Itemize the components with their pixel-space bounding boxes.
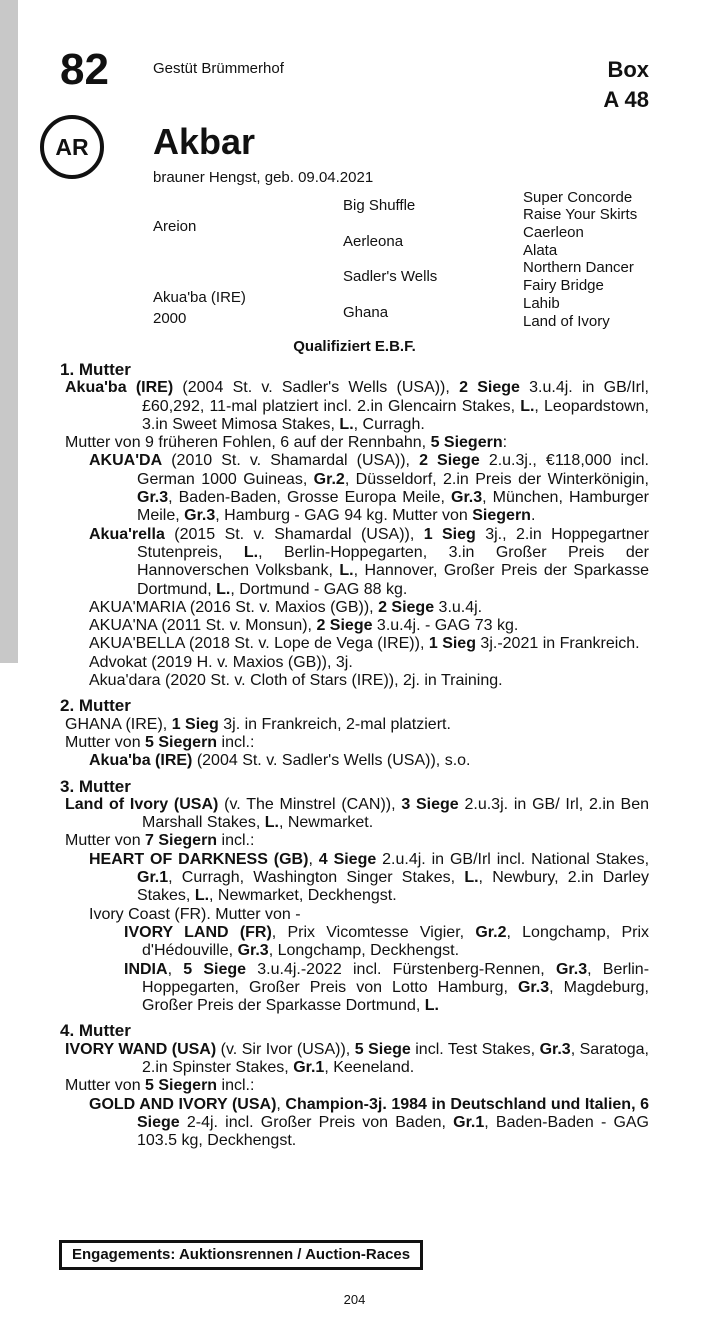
section-heading: 3. Mutter <box>60 776 131 796</box>
entry: GHANA (IRE), 1 Sieg 3j. in Frankreich, 2-mal platziert. <box>65 715 451 733</box>
entry: AKUA'NA (2011 St. v. Monsun), 2 Siege 3.u.4j. - GAG 73 kg. <box>89 617 519 635</box>
entry: Akua'rella (2015 St. v. Shamardal (USA)), 1 Sieg 3j., 2.in Hoppegartner Stutenpreis, L., Berlin-Hoppegarten, 3.in Großer Preis der Hannoverschen Volksbank, L., Hannover, Großer Preis der Sparkasse Dortmund, L., Dortmund - GAG 88 kg. <box>89 525 650 598</box>
horse-name: Akbar <box>153 121 256 162</box>
entry: HEART OF DARKNESS (GB), 4 Siege 2.u.4j. in GB/Irl incl. National Stakes, Gr.1, Curragh, Washington Singer Stakes, L., Newbury, 2.in Darley Stakes, L., Newmarket, Deckhengst. <box>89 850 650 905</box>
pedigree-gen3: Lahib <box>523 295 560 312</box>
pedigree-gen2: Sadler's Wells <box>343 268 438 285</box>
entry: AKUA'MARIA (2016 St. v. Maxios (GB)), 2 Siege 3.u.4j. <box>89 598 483 616</box>
entry: GOLD AND IVORY (USA), Champion-3j. 1984 in Deutschland und Italien, 6 Siege 2-4j. incl. Großer Preis von Baden, Gr.1, Baden-Baden - GAG 103.5 kg, Deckhengst. <box>89 1095 650 1150</box>
entry: Mutter von 5 Siegern incl.: <box>65 733 255 751</box>
entry: Mutter von 7 Siegern incl.: <box>65 832 255 850</box>
entry: AKUA'DA (2010 St. v. Shamardal (USA)), 2 Siege 2.u.3j., €118,000 incl. German 1000 Guineas, Gr.2, Düsseldorf, 2.in Preis der Winterkönigin, Gr.3, Baden-Baden, Grosse Europa Meile, Gr.3, München, Hamburger Meile, Gr.3, Hamburg - GAG 94 kg. Mutter von Siegern. <box>89 452 649 525</box>
stud-name: Gestüt Brümmerhof <box>153 60 284 77</box>
pedigree-gen3: Super Concorde <box>523 189 633 206</box>
pedigree-gen2: Aerleona <box>343 233 404 250</box>
entry: Land of Ivory (USA) (v. The Minstrel (CAN)), 3 Siege 2.u.3j. in GB/ Irl, 2.in Ben Marshall Stakes, L., Newmarket. <box>65 795 650 832</box>
entry: IVORY LAND (FR), Prix Vicomtesse Vigier, Gr.2, Longchamp, Prix d'Hédouville, Gr.3, Longchamp, Deckhengst. <box>124 923 649 960</box>
sire-badge: AR <box>40 115 104 179</box>
horse-description: brauner Hengst, geb. 09.04.2021 <box>153 169 374 186</box>
page-number: 204 <box>343 1292 366 1307</box>
pedigree-gen2: Big Shuffle <box>343 197 416 214</box>
entry: AKUA'BELLA (2018 St. v. Lope de Vega (IRE)), 1 Sieg 3j.-2021 in Frankreich. <box>89 635 640 653</box>
pedigree-gen2: Ghana <box>343 304 389 321</box>
pedigree-gen3: Caerleon <box>523 224 584 241</box>
pedigree-gen3: Alata <box>523 242 558 259</box>
family-record <box>60 361 649 1150</box>
pedigree-gen3: Fairy Bridge <box>523 277 604 294</box>
pedigree-gen3: Raise Your Skirts <box>523 206 638 223</box>
pedigree-dam: Akua'ba (IRE) <box>153 289 246 306</box>
entry: Ivory Coast (FR). Mutter von - <box>89 905 301 923</box>
engagements-box: Engagements: Auktionsrennen / Auction-Races <box>59 1240 423 1270</box>
entry: Mutter von 5 Siegern incl.: <box>65 1077 255 1095</box>
pedigree-gen3: Northern Dancer <box>523 259 634 276</box>
box-label-text: Box <box>607 57 649 82</box>
entry: Akua'ba (IRE) (2004 St. v. Sadler's Wells (USA)), 2 Siege 3.u.4j. in GB/Irl, £60,292, 11-mal platziert incl. 2.in Glencairn Stakes, L., Leopardstown, 3.in Sweet Mimosa Stakes, L., Curragh. <box>65 379 649 433</box>
lot-number: 82 <box>60 45 109 94</box>
qualification: Qualifiziert E.B.F. <box>293 338 416 355</box>
pedigree-sire: Areion <box>153 218 197 235</box>
entry: Akua'dara (2020 St. v. Cloth of Stars (IRE)), 2j. in Training. <box>89 672 503 690</box>
section-heading: 2. Mutter <box>60 696 131 716</box>
entry: INDIA, 5 Siege 3.u.4j.-2022 incl. Fürstenberg-Rennen, Gr.3, Berlin-Hoppegarten, Großer Preis von Lotto Hamburg, Gr.3, Magdeburg, Großer Preis der Sparkasse Dortmund, L. <box>124 960 650 1015</box>
entry: Mutter von 9 früheren Fohlen, 6 auf der Rennbahn, 5 Siegern: <box>65 434 508 452</box>
box-label <box>603 55 649 115</box>
pedigree-gen3: Land of Ivory <box>523 313 610 330</box>
section-heading: 4. Mutter <box>60 1021 131 1041</box>
entry: Advokat (2019 H. v. Maxios (GB)), 3j. <box>89 653 353 671</box>
entry: IVORY WAND (USA) (v. Sir Ivor (USA)), 5 Siege incl. Test Stakes, Gr.3, Saratoga, 2.in Spinster Stakes, Gr.1, Keeneland. <box>65 1040 650 1076</box>
box-number: A 48 <box>603 87 649 112</box>
section-heading: 1. Mutter <box>60 360 131 379</box>
pedigree-dam-year: 2000 <box>153 310 187 327</box>
side-margin-bar <box>0 0 18 663</box>
entry: Akua'ba (IRE) (2004 St. v. Sadler's Wells (USA)), s.o. <box>89 752 471 770</box>
